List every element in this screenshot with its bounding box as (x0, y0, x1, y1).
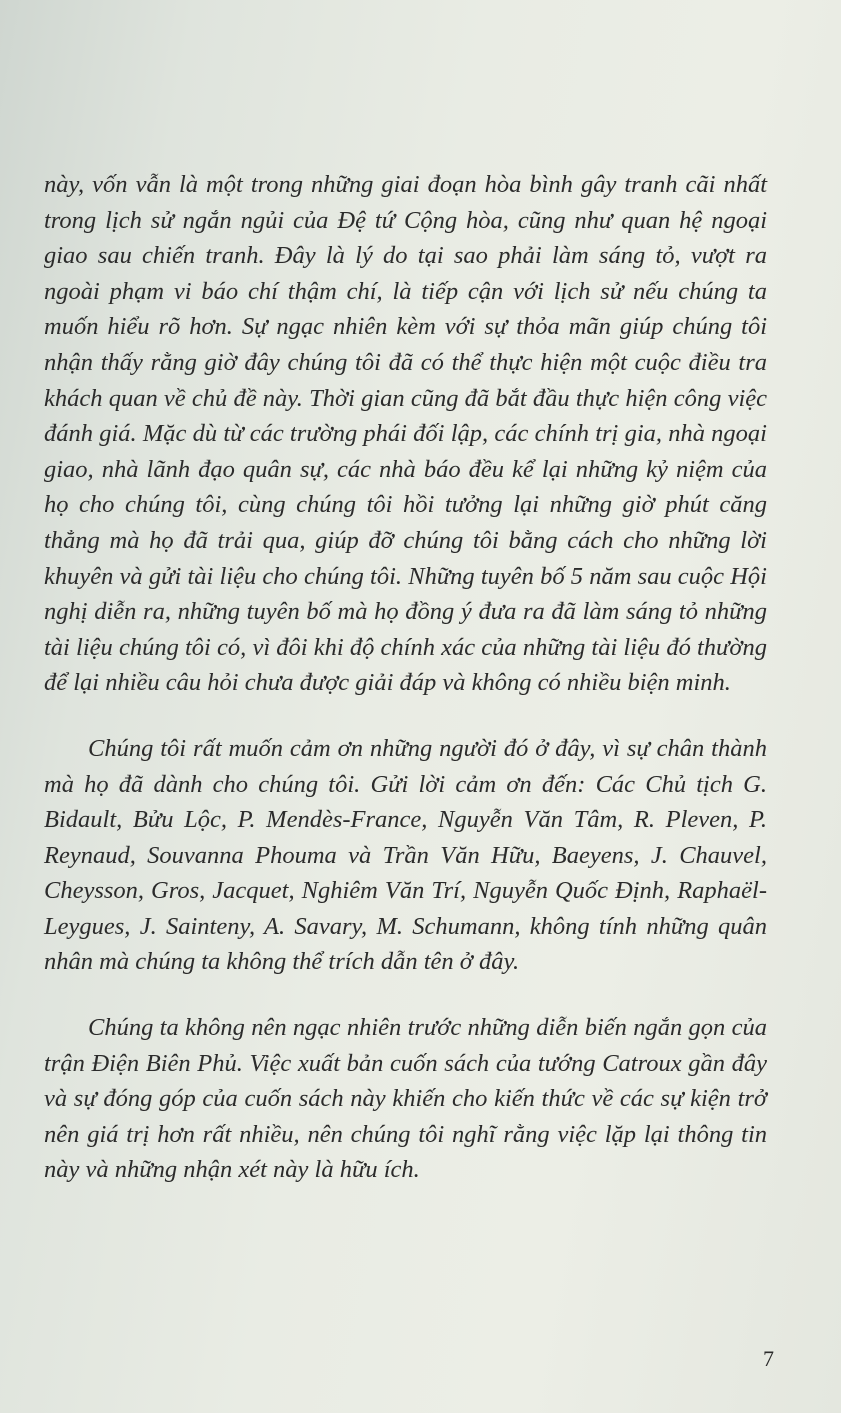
paragraph-gap (44, 980, 767, 1010)
paragraph-3: Chúng ta không nên ngạc nhiên trước những diễn biến ngắn gọn của trận Điện Biên Phủ. Việc xuất bản cuốn sách của tướng Catroux gần đây và sự đóng góp của cuốn sách này khiến cho kiến thức về các sự kiện trở nên giá trị hơn rất nhiều, nên chúng tôi nghĩ rằng việc lặp lại thông tin này và những nhận xét này là hữu ích. (44, 1014, 767, 1184)
page-number: 7 (763, 1346, 774, 1371)
paragraph-1: này, vốn vẫn là một trong những giai đoạn hòa bình gây tranh cãi nhất trong lịch sử ngắn ngủi của Đệ tứ Cộng hòa, cũng như quan hệ ngoại giao sau chiến tranh. Đây là lý do tại sao phải làm sáng tỏ, vượt ra ngoài phạm vi báo chí thậm chí, là tiếp cận với lịch sử nếu chúng ta muốn hiểu rõ hơn. Sự ngạc nhiên kèm với sự thỏa mãn giúp chúng tôi nhận thấy rằng giờ đây chúng tôi đã có thể thực hiện một cuộc điều tra khách quan về chủ đề này. Thời gian cũng đã bắt đầu thực hiện công việc đánh giá. Mặc dù từ các trường phái đối lập, các chính trị gia, nhà ngoại giao, nhà lãnh đạo quân sự, các nhà báo đều kể lại những kỷ niệm của họ cho chúng tôi, cùng chúng tôi hồi tưởng lại những giờ phút căng thẳng mà họ đã trải qua, giúp đỡ chúng tôi bằng cách cho những lời khuyên và gửi tài liệu cho chúng tôi. Những tuyên bố 5 năm sau cuộc Hội nghị diễn ra, những tuyên bố mà họ đồng ý đưa ra đã làm sáng tỏ những tài liệu chúng tôi có, vì đôi khi độ chính xác của những tài liệu đó thường để lại nhiều câu hỏi chưa được giải đáp và không có nhiều biện minh. (44, 171, 767, 697)
paragraph-gap (44, 701, 767, 731)
body-text (44, 167, 767, 1188)
paragraph-2: Chúng tôi rất muốn cảm ơn những người đó ở đây, vì sự chân thành mà họ đã dành cho chúng tôi. Gửi lời cảm ơn đến: Các Chủ tịch G. Bidault, Bửu Lộc, P. Mendès-France, Nguyễn Văn Tâm, R. Pleven, P. Reynaud, Souvanna Phouma và Trần Văn Hữu, Baeyens, J. Chauvel, Cheysson, Gros, Jacquet, Nghiêm Văn Trí, Nguyễn Quốc Định, Raphaël-Leygues, J. Sainteny, A. Savary, M. Schumann, không tính những quân nhân mà chúng ta không thể trích dẫn tên ở đây. (44, 734, 767, 976)
